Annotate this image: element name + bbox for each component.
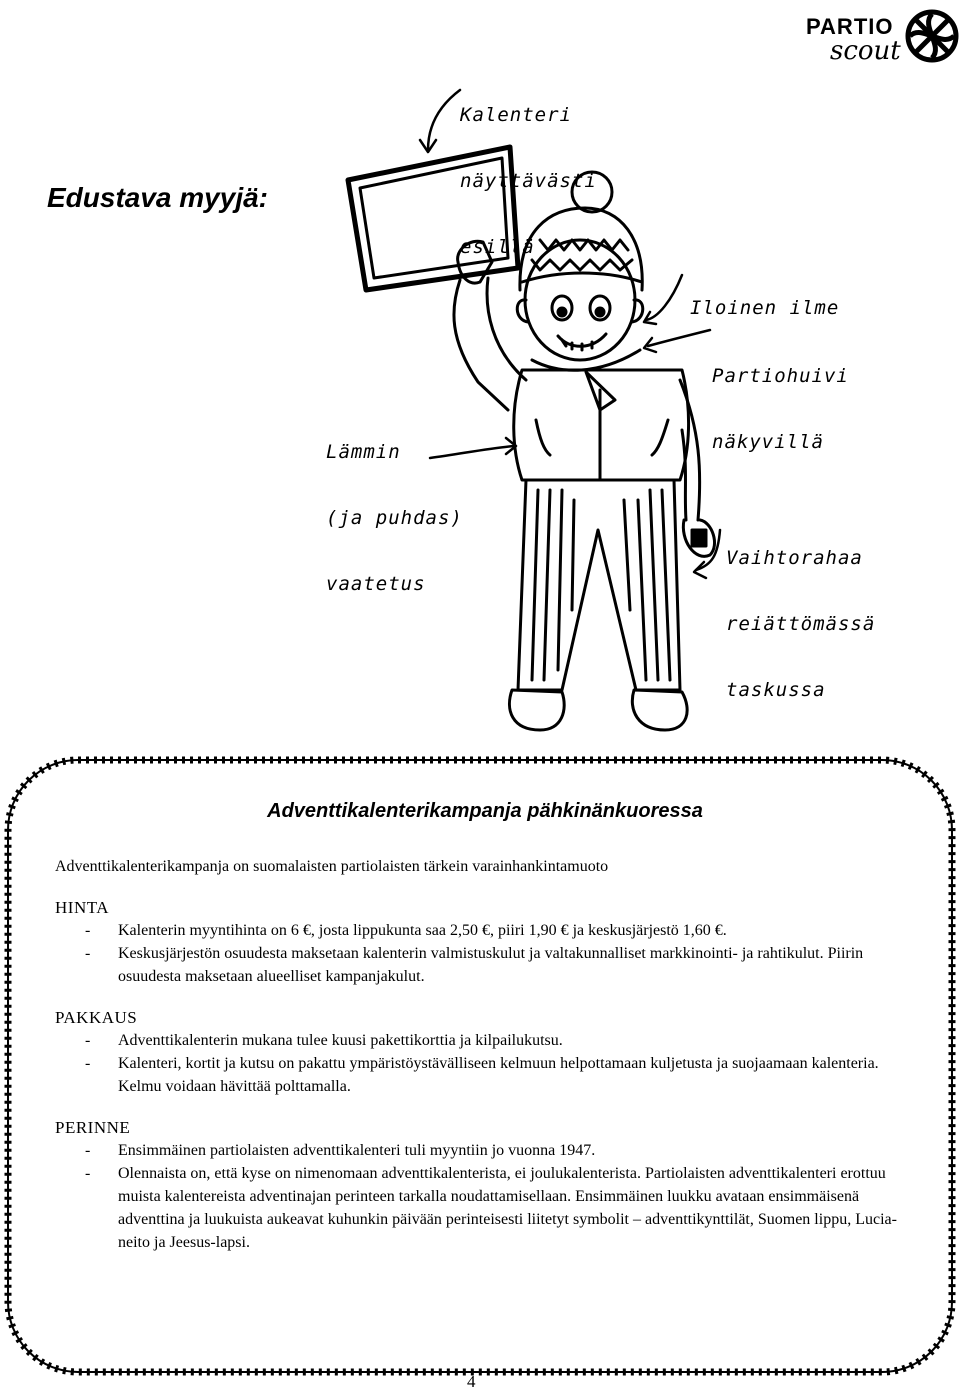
annotation-clothes: Lämmin (ja puhdas) vaatetus <box>326 441 463 595</box>
intro-text: Adventtikalenterikampanja on suomalaisten partiolaisten tärkein varainhankintamuoto <box>55 858 609 875</box>
section-pakkaus <box>55 1006 915 1098</box>
list-item: - Olennaista on, että kyse on nimenomaan adventtikalenterista, ei joulukalenterista. Partiolaisten adventtikalenteri erottuu muista kalentereista adventinajan perinteen tarkalla noudattamisellaan. Ensimmäinen luukku avataan ensimmäisenä adventtina ja luukuista aukeavat kuhunkin päivään perinteisesti liitetyt symbolit – adventtikynttilät, Suomen lippu, Lucia-neito ja Jeesus-lapsi. <box>55 1162 915 1254</box>
bullet-list <box>55 1029 915 1098</box>
section-heading: PERINNE <box>55 1118 131 1137</box>
box-title: Adventtikalenterikampanja pähkinänkuoressa <box>267 800 703 822</box>
trefoil-knot-icon <box>902 6 960 66</box>
bullet-list <box>55 919 915 988</box>
section-heading: HINTA <box>55 898 110 917</box>
logo-partio-text: PARTIO <box>806 14 894 39</box>
section-perinne <box>55 1116 915 1254</box>
list-item: - Kalenterin myyntihinta on 6 €, josta lippukunta saa 2,50 €, piiri 1,90 € ja keskusjärjestö 1,60 €. <box>55 919 915 942</box>
annotation-money: Vaihtorahaa reiättömässä taskussa <box>726 547 876 701</box>
page-title: Edustava myyjä: <box>47 182 268 213</box>
annotation-face: Iloinen ilme <box>690 297 840 319</box>
list-item: - Adventtikalenterin mukana tulee kuusi pakettikorttia ja kilpailukutsu. <box>55 1029 915 1052</box>
bullet-list <box>55 1139 915 1254</box>
section-hinta <box>55 896 915 988</box>
list-item: - Kalenteri, kortit ja kutsu on pakattu ympäristöystävälliseen kelmuun helpottamaan kuljetusta ja suojaamaan kalenteria. Kelmu voidaan hävittää polttamalla. <box>55 1052 915 1098</box>
page-number: 4 <box>467 1372 476 1391</box>
annotation-scarf: Partiohuivi näkyvillä <box>712 365 849 453</box>
section-heading: PAKKAUS <box>55 1008 138 1027</box>
logo-scout-text: scout <box>830 36 901 66</box>
list-item: - Keskusjärjestön osuudesta maksetaan kalenterin valmistuskulut ja valtakunnalliset markkinointi- ja rahtikulut. Piirin osuudesta maksetaan alueelliset kampanjakulut. <box>55 942 915 988</box>
list-item: - Ensimmäinen partiolaisten adventtikalenteri tuli myyntiin jo vuonna 1947. <box>55 1139 915 1162</box>
annotation-calendar: Kalenteri näyttävästi esillä <box>460 104 597 258</box>
info-box <box>55 800 915 1254</box>
